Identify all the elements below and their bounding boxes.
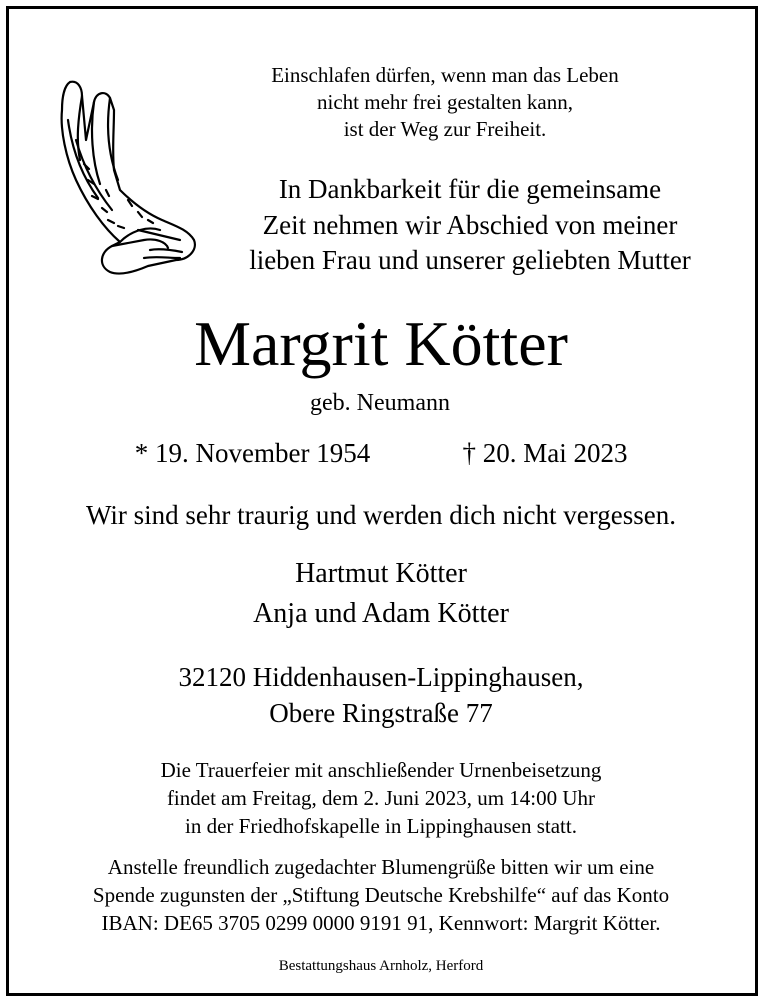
donation-line: IBAN: DE65 3705 0299 0000 9191 91, Kennwort: Margrit Kötter. (101, 911, 661, 935)
undertaker: Bestattungshaus Arnholz, Herford (278, 958, 484, 974)
family-line: Hartmut Kötter (295, 558, 467, 589)
address-line: Obere Ringstraße 77 (269, 698, 493, 728)
address-line: 32120 Hiddenhausen-Lippinghausen, (178, 662, 584, 692)
donation-line: Anstelle freundlich zugedachter Blumengrüße bitten wir um eine (107, 855, 655, 879)
donation-line: Spende zugunsten der „Stiftung Deutsche Krebshilfe“ auf das Konto (92, 883, 670, 907)
service-line: Die Trauerfeier mit anschließender Urnenbeisetzung (160, 758, 602, 782)
intro-line: lieben Frau und unserer geliebten Mutter (249, 245, 691, 275)
service-line: findet am Freitag, dem 2. Juni 2023, um 14:00 Uhr (166, 786, 596, 810)
death-date: † 20. Mai 2023 (462, 438, 628, 468)
birth-date: * 19. November 1954 (134, 438, 371, 468)
poem-line: nicht mehr frei gestalten kann, (317, 90, 573, 114)
family-line: Anja und Adam Kötter (253, 598, 509, 629)
poem-line: Einschlafen dürfen, wenn man das Leben (271, 63, 619, 87)
praying-hands-icon (48, 80, 208, 285)
poem-line: ist der Weg zur Freiheit. (343, 117, 547, 141)
intro-line: Zeit nehmen wir Abschied von meiner (262, 210, 678, 240)
intro-line: In Dankbarkeit für die gemeinsame (278, 174, 662, 204)
mourning-sentence: Wir sind sehr traurig und werden dich nicht vergessen. (85, 500, 676, 530)
service-line: in der Friedhofskapelle in Lippinghausen statt. (185, 814, 577, 838)
deceased-name: Margrit Kötter (194, 308, 568, 379)
maiden-name: geb. Neumann (310, 390, 450, 416)
